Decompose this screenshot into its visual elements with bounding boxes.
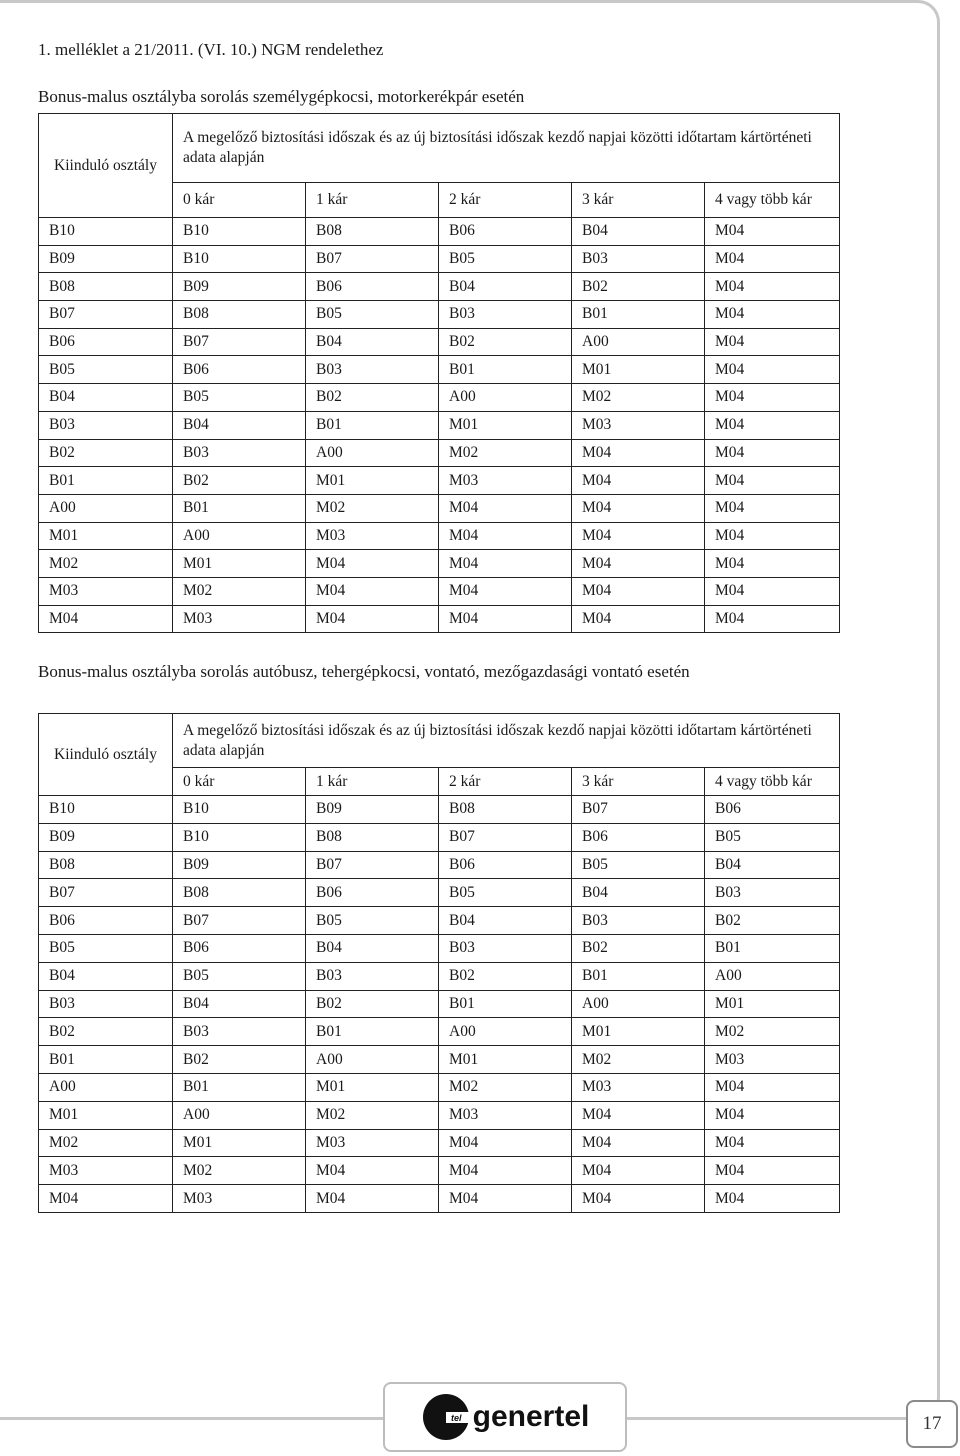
result-class-cell: A00 — [173, 522, 306, 550]
start-class-cell: B02 — [39, 439, 173, 467]
start-class-cell: M04 — [39, 1185, 173, 1213]
result-class-cell: B01 — [439, 356, 572, 384]
result-class-cell: M04 — [705, 245, 840, 273]
table-row — [39, 411, 840, 439]
result-class-cell: M04 — [572, 494, 705, 522]
result-class-cell: B02 — [173, 1046, 306, 1074]
regulation-reference: 1. melléklet a 21/2011. (VI. 10.) NGM rendelethez — [38, 40, 384, 59]
result-class-cell: A00 — [439, 1018, 572, 1046]
result-class-cell: B05 — [306, 301, 439, 329]
table-row — [39, 796, 840, 824]
result-class-cell: M02 — [439, 439, 572, 467]
result-class-cell: A00 — [439, 384, 572, 412]
table-row — [39, 439, 840, 467]
result-class-cell: M04 — [306, 1185, 439, 1213]
table-row — [39, 1185, 840, 1213]
result-class-cell: M04 — [705, 1157, 840, 1185]
result-class-cell: B03 — [439, 934, 572, 962]
table-row — [39, 907, 840, 935]
start-class-cell: B09 — [39, 245, 173, 273]
result-class-cell: B05 — [705, 823, 840, 851]
result-class-cell: B02 — [705, 907, 840, 935]
result-class-cell: B02 — [439, 328, 572, 356]
claims-column-header: 0 kár — [173, 183, 306, 218]
result-class-cell: B01 — [439, 990, 572, 1018]
result-class-cell: M04 — [572, 550, 705, 578]
start-class-cell: B10 — [39, 218, 173, 246]
result-class-cell: B09 — [173, 273, 306, 301]
result-class-cell: B10 — [173, 218, 306, 246]
result-class-cell: M04 — [705, 1101, 840, 1129]
result-class-cell: M04 — [306, 605, 439, 633]
table-row — [39, 577, 840, 605]
result-class-cell: A00 — [572, 328, 705, 356]
result-class-cell: M02 — [173, 577, 306, 605]
result-class-cell: B01 — [306, 411, 439, 439]
result-class-cell: B01 — [705, 934, 840, 962]
claims-column-header: 4 vagy több kár — [705, 183, 840, 218]
start-class-cell: B05 — [39, 934, 173, 962]
result-class-cell: B06 — [173, 356, 306, 384]
result-class-cell: B04 — [173, 411, 306, 439]
claims-history-header: A megelőző biztosítási időszak és az új biztosítási időszak kezdő napjai közötti időtartam kártörténeti adata alapján — [173, 714, 840, 768]
result-class-cell: B05 — [572, 851, 705, 879]
result-class-cell: M04 — [439, 1185, 572, 1213]
result-class-cell: B02 — [306, 990, 439, 1018]
table-row — [39, 467, 840, 495]
result-class-cell: B05 — [439, 245, 572, 273]
result-class-cell: B06 — [439, 851, 572, 879]
start-class-cell: A00 — [39, 1073, 173, 1101]
result-class-cell: B03 — [306, 356, 439, 384]
result-class-cell: B03 — [173, 439, 306, 467]
result-class-cell: M04 — [306, 1157, 439, 1185]
result-class-cell: M04 — [572, 439, 705, 467]
result-class-cell: M01 — [173, 550, 306, 578]
result-class-cell: B02 — [306, 384, 439, 412]
result-class-cell: M04 — [572, 605, 705, 633]
start-class-cell: M04 — [39, 605, 173, 633]
result-class-cell: M04 — [705, 522, 840, 550]
table-row — [39, 962, 840, 990]
result-class-cell: M04 — [705, 439, 840, 467]
page-number: 17 — [906, 1400, 958, 1448]
result-class-cell: B08 — [173, 879, 306, 907]
result-class-cell: B06 — [173, 934, 306, 962]
start-class-cell: B03 — [39, 411, 173, 439]
result-class-cell: M04 — [306, 577, 439, 605]
start-class-cell: B06 — [39, 328, 173, 356]
result-class-cell: M04 — [439, 1129, 572, 1157]
result-class-cell: B03 — [705, 879, 840, 907]
result-class-cell: M04 — [705, 384, 840, 412]
result-class-cell: M04 — [705, 550, 840, 578]
claims-column-header: 1 kár — [306, 768, 439, 796]
result-class-cell: B01 — [572, 962, 705, 990]
result-class-cell: M04 — [705, 1185, 840, 1213]
result-class-cell: M04 — [705, 218, 840, 246]
result-class-cell: A00 — [306, 1046, 439, 1074]
start-class-header: Kiinduló osztály — [39, 114, 173, 218]
start-class-cell: M03 — [39, 1157, 173, 1185]
result-class-cell: B05 — [306, 907, 439, 935]
result-class-cell: B03 — [572, 245, 705, 273]
result-class-cell: M04 — [705, 1073, 840, 1101]
result-class-cell: B08 — [439, 796, 572, 824]
result-class-cell: A00 — [705, 962, 840, 990]
result-class-cell: B01 — [173, 1073, 306, 1101]
result-class-cell: M03 — [173, 605, 306, 633]
table-row — [39, 1101, 840, 1129]
start-class-cell: B04 — [39, 384, 173, 412]
claims-column-header: 0 kár — [173, 768, 306, 796]
start-class-cell: B02 — [39, 1018, 173, 1046]
result-class-cell: B07 — [306, 245, 439, 273]
result-class-cell: B10 — [173, 245, 306, 273]
result-class-cell: M01 — [439, 1046, 572, 1074]
result-class-cell: M03 — [439, 1101, 572, 1129]
table-row — [39, 218, 840, 246]
table-row — [39, 1046, 840, 1074]
result-class-cell: B04 — [572, 879, 705, 907]
result-class-cell: M01 — [306, 467, 439, 495]
table1-body — [39, 114, 840, 633]
result-class-cell: B10 — [173, 823, 306, 851]
result-class-cell: B04 — [306, 934, 439, 962]
result-class-cell: M04 — [572, 1185, 705, 1213]
result-class-cell: M02 — [439, 1073, 572, 1101]
result-class-cell: B04 — [439, 273, 572, 301]
result-class-cell: A00 — [306, 439, 439, 467]
result-class-cell: B02 — [572, 934, 705, 962]
result-class-cell: M01 — [306, 1073, 439, 1101]
result-class-cell: M03 — [439, 467, 572, 495]
result-class-cell: M01 — [705, 990, 840, 1018]
table-row — [39, 328, 840, 356]
result-class-cell: M04 — [572, 522, 705, 550]
result-class-cell: M04 — [705, 1129, 840, 1157]
result-class-cell: M01 — [572, 356, 705, 384]
result-class-cell: B04 — [572, 218, 705, 246]
result-class-cell: M04 — [705, 577, 840, 605]
result-class-cell: M03 — [705, 1046, 840, 1074]
result-class-cell: M02 — [705, 1018, 840, 1046]
commercial-vehicle-table — [38, 713, 840, 1213]
table-row — [39, 1157, 840, 1185]
table-row — [39, 1073, 840, 1101]
start-class-cell: M03 — [39, 577, 173, 605]
result-class-cell: M02 — [572, 1046, 705, 1074]
result-class-cell: B07 — [173, 907, 306, 935]
result-class-cell: B07 — [439, 823, 572, 851]
result-class-cell: B07 — [572, 796, 705, 824]
table-row — [39, 879, 840, 907]
result-class-cell: M04 — [439, 522, 572, 550]
genertel-logo-icon — [421, 1392, 471, 1442]
result-class-cell: M04 — [705, 494, 840, 522]
result-class-cell: B06 — [439, 218, 572, 246]
result-class-cell: B04 — [306, 328, 439, 356]
start-class-cell: B08 — [39, 851, 173, 879]
table-row — [39, 1129, 840, 1157]
table-row — [39, 356, 840, 384]
result-class-cell: B08 — [306, 823, 439, 851]
result-class-cell: B04 — [705, 851, 840, 879]
table2-body — [39, 714, 840, 1213]
result-class-cell: B01 — [173, 494, 306, 522]
start-class-cell: B06 — [39, 907, 173, 935]
result-class-cell: B05 — [173, 384, 306, 412]
table-row — [39, 605, 840, 633]
result-class-cell: M04 — [306, 550, 439, 578]
result-class-cell: M04 — [439, 494, 572, 522]
result-class-cell: B03 — [306, 962, 439, 990]
start-class-cell: A00 — [39, 494, 173, 522]
result-class-cell: B08 — [173, 301, 306, 329]
result-class-cell: M04 — [572, 467, 705, 495]
table-row — [39, 301, 840, 329]
result-class-cell: M02 — [306, 494, 439, 522]
start-class-cell: B03 — [39, 990, 173, 1018]
result-class-cell: B05 — [173, 962, 306, 990]
result-class-cell: M03 — [306, 1129, 439, 1157]
start-class-cell: M01 — [39, 1101, 173, 1129]
claims-column-header: 3 kár — [572, 183, 705, 218]
start-class-cell: B05 — [39, 356, 173, 384]
start-class-cell: M01 — [39, 522, 173, 550]
start-class-header: Kiinduló osztály — [39, 714, 173, 796]
result-class-cell: M04 — [439, 605, 572, 633]
claims-column-header: 4 vagy több kár — [705, 768, 840, 796]
start-class-cell: B08 — [39, 273, 173, 301]
result-class-cell: M03 — [572, 1073, 705, 1101]
result-class-cell: M04 — [439, 550, 572, 578]
claims-column-header: 2 kár — [439, 768, 572, 796]
start-class-cell: M02 — [39, 1129, 173, 1157]
result-class-cell: M02 — [173, 1157, 306, 1185]
result-class-cell: B01 — [572, 301, 705, 329]
result-class-cell: M03 — [306, 522, 439, 550]
result-class-cell: B02 — [572, 273, 705, 301]
result-class-cell: M04 — [439, 1157, 572, 1185]
start-class-cell: B01 — [39, 467, 173, 495]
result-class-cell: M04 — [705, 467, 840, 495]
start-class-cell: B10 — [39, 796, 173, 824]
table-row — [39, 522, 840, 550]
result-class-cell: M01 — [173, 1129, 306, 1157]
claims-column-header: 3 kár — [572, 768, 705, 796]
result-class-cell: M04 — [705, 411, 840, 439]
result-class-cell: B03 — [572, 907, 705, 935]
result-class-cell: M04 — [705, 356, 840, 384]
table-row — [39, 273, 840, 301]
start-class-cell: M02 — [39, 550, 173, 578]
result-class-cell: M03 — [572, 411, 705, 439]
result-class-cell: M04 — [572, 1101, 705, 1129]
table-row — [39, 1018, 840, 1046]
section1-title: Bonus-malus osztályba sorolás személygépkocsi, motorkerékpár esetén — [38, 87, 525, 106]
table-row — [39, 550, 840, 578]
result-class-cell: M01 — [572, 1018, 705, 1046]
start-class-cell: B01 — [39, 1046, 173, 1074]
result-class-cell: B04 — [173, 990, 306, 1018]
result-class-cell: M04 — [572, 577, 705, 605]
logo-wordmark: genertel — [472, 1400, 590, 1433]
result-class-cell: B06 — [705, 796, 840, 824]
result-class-cell: M04 — [705, 301, 840, 329]
start-class-cell: B07 — [39, 301, 173, 329]
passenger-car-table — [38, 113, 840, 633]
result-class-cell: M01 — [439, 411, 572, 439]
result-class-cell: M02 — [572, 384, 705, 412]
result-class-cell: M04 — [705, 605, 840, 633]
result-class-cell: M04 — [572, 1129, 705, 1157]
start-class-cell: B07 — [39, 879, 173, 907]
start-class-cell: B09 — [39, 823, 173, 851]
result-class-cell: M04 — [439, 577, 572, 605]
table-row — [39, 851, 840, 879]
result-class-cell: M02 — [306, 1101, 439, 1129]
claims-column-header: 1 kár — [306, 183, 439, 218]
result-class-cell: M04 — [705, 328, 840, 356]
table-row — [39, 384, 840, 412]
result-class-cell: B08 — [306, 218, 439, 246]
result-class-cell: M04 — [705, 273, 840, 301]
table-row — [39, 934, 840, 962]
section2-title: Bonus-malus osztályba sorolás autóbusz, tehergépkocsi, vontató, mezőgazdasági vontató esetén — [38, 662, 690, 681]
result-class-cell: B03 — [173, 1018, 306, 1046]
genertel-logo — [383, 1382, 627, 1452]
result-class-cell: B06 — [306, 879, 439, 907]
table-row — [39, 823, 840, 851]
result-class-cell: B06 — [306, 273, 439, 301]
result-class-cell: B09 — [306, 796, 439, 824]
result-class-cell: B06 — [572, 823, 705, 851]
table-row — [39, 494, 840, 522]
result-class-cell: A00 — [572, 990, 705, 1018]
result-class-cell: B03 — [439, 301, 572, 329]
result-class-cell: B02 — [173, 467, 306, 495]
table-row — [39, 245, 840, 273]
result-class-cell: B10 — [173, 796, 306, 824]
result-class-cell: A00 — [173, 1101, 306, 1129]
logo-mark-text: tel — [450, 1413, 462, 1423]
result-class-cell: M04 — [572, 1157, 705, 1185]
result-class-cell: B09 — [173, 851, 306, 879]
claims-column-header: 2 kár — [439, 183, 572, 218]
result-class-cell: B07 — [173, 328, 306, 356]
table-row — [39, 990, 840, 1018]
result-class-cell: B07 — [306, 851, 439, 879]
result-class-cell: B02 — [439, 962, 572, 990]
start-class-cell: B04 — [39, 962, 173, 990]
result-class-cell: B01 — [306, 1018, 439, 1046]
result-class-cell: M03 — [173, 1185, 306, 1213]
result-class-cell: B04 — [439, 907, 572, 935]
claims-history-header: A megelőző biztosítási időszak és az új biztosítási időszak kezdő napjai közötti időtartam kártörténeti adata alapján — [173, 114, 840, 183]
result-class-cell: B05 — [439, 879, 572, 907]
